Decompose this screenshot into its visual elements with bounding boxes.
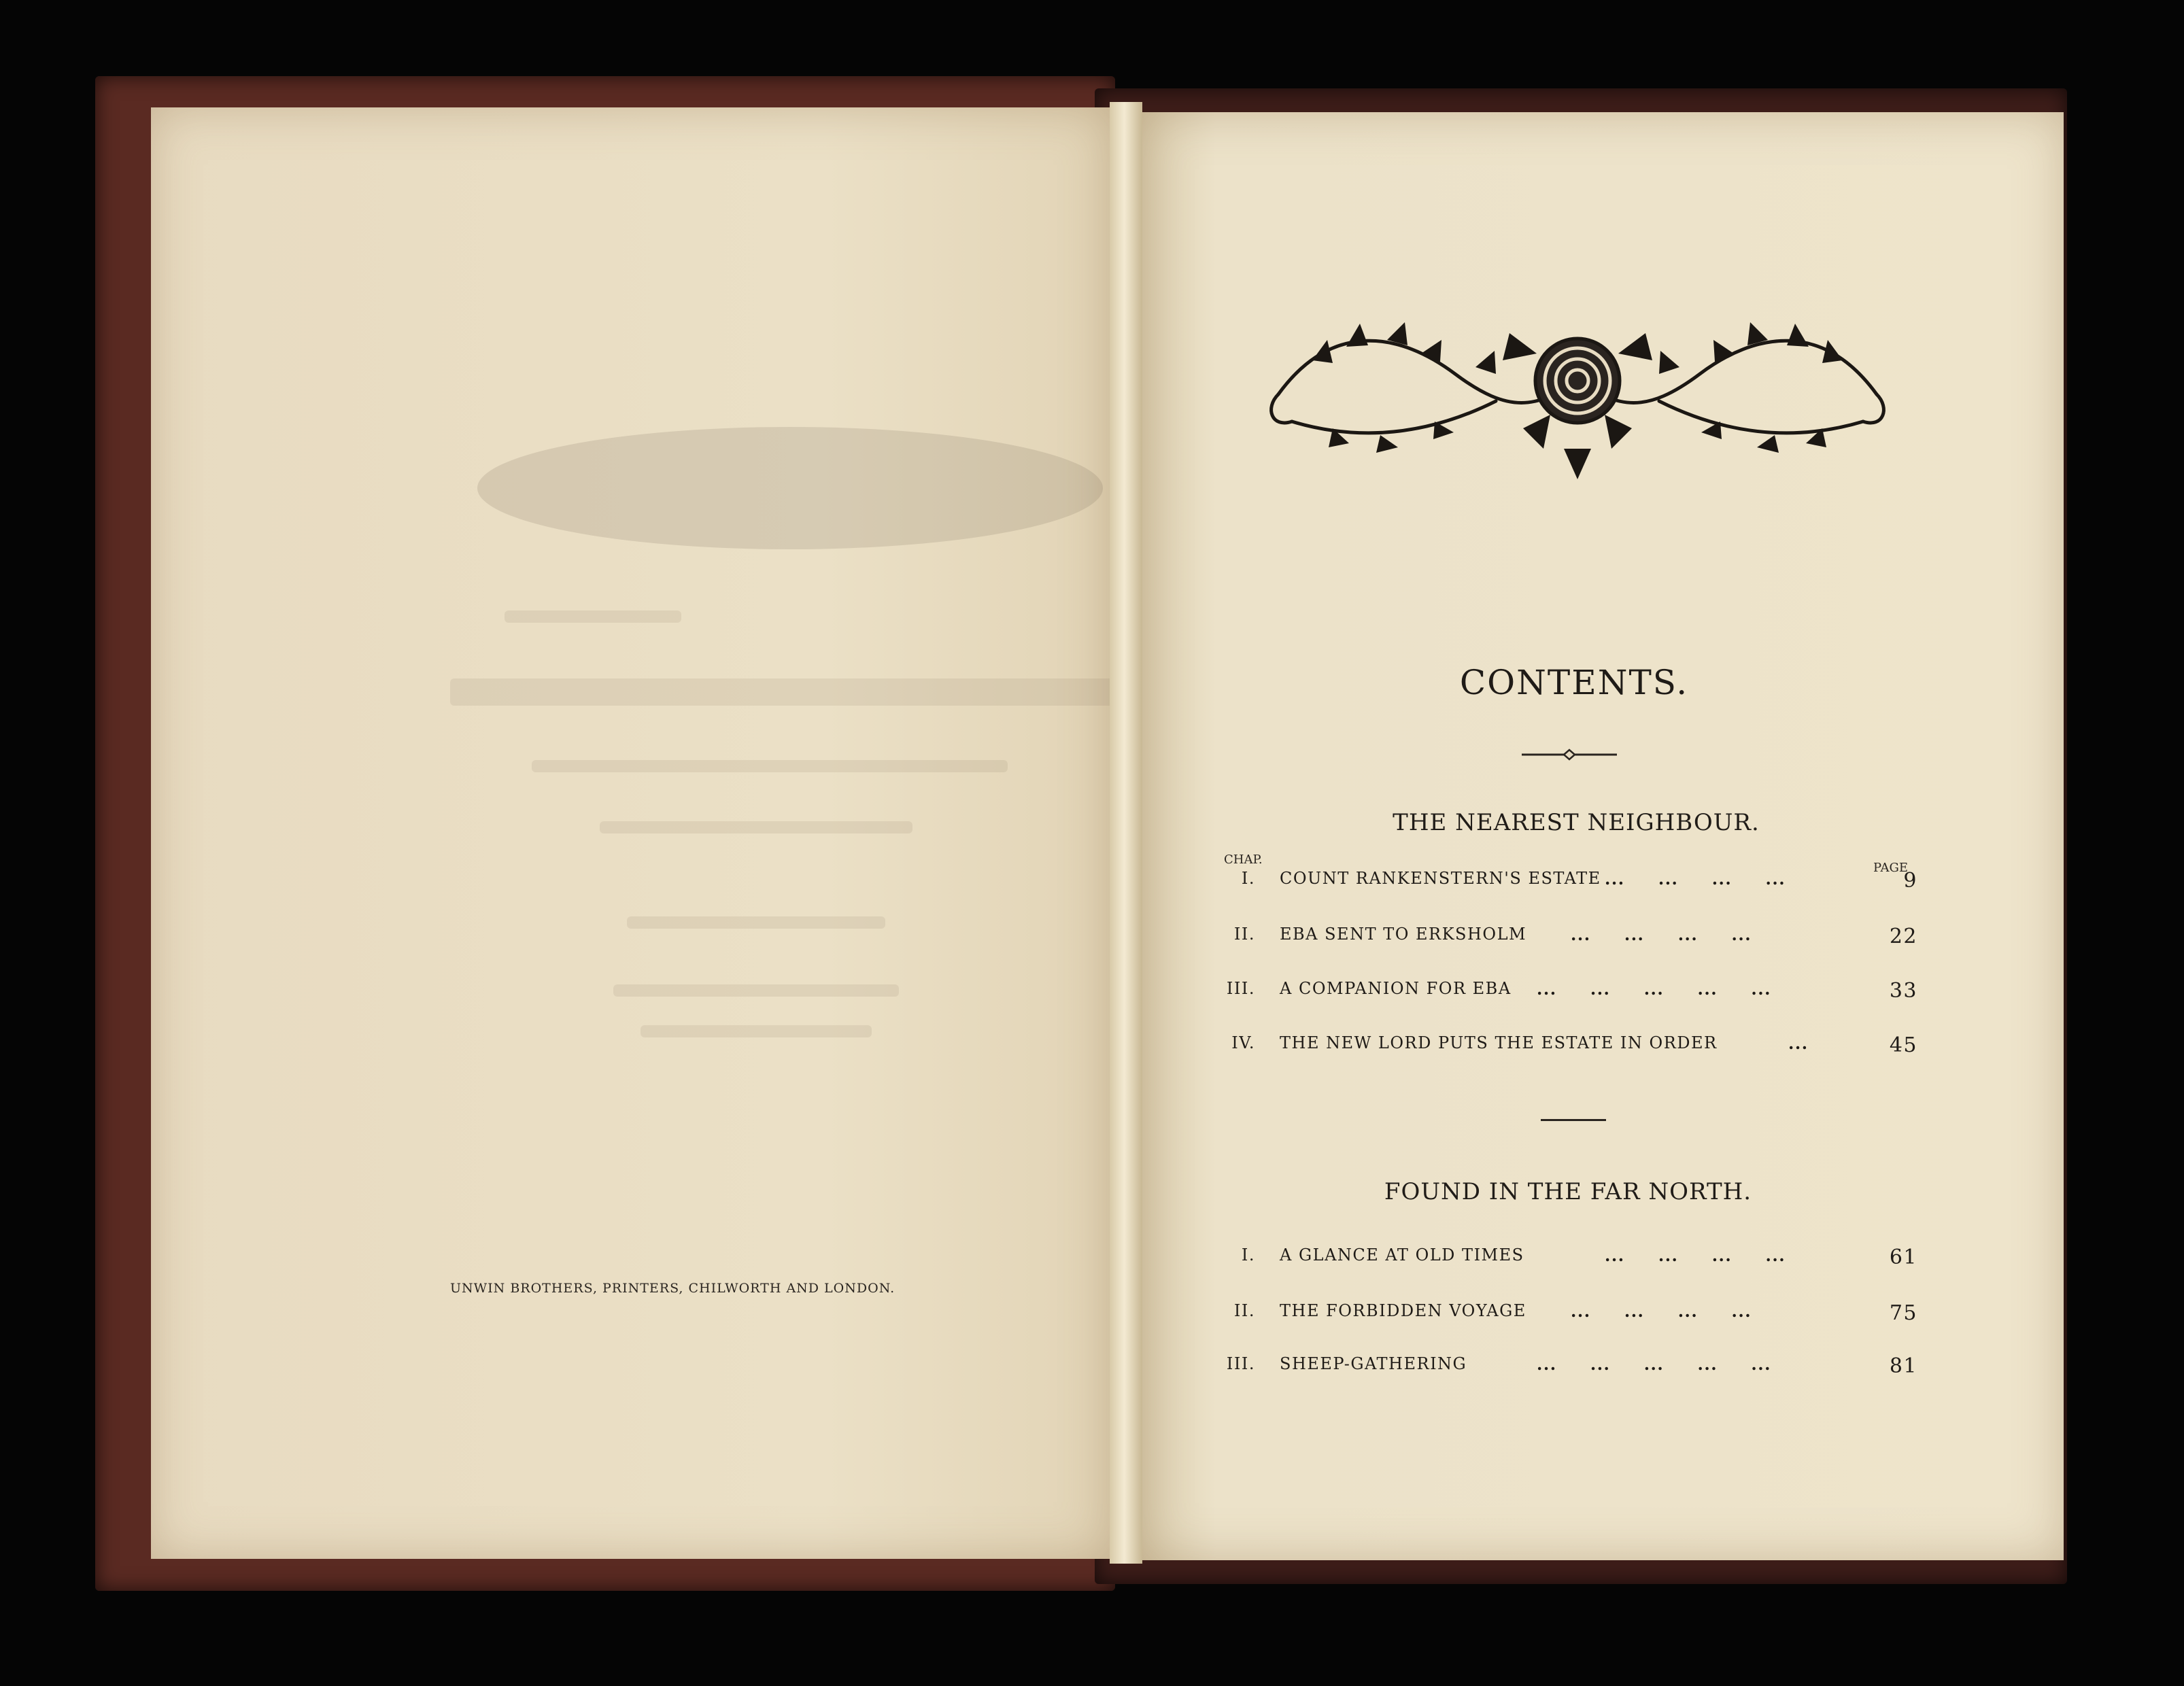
section-divider [1541, 1119, 1606, 1121]
leader-dots: ... ... ... ... [1571, 925, 1752, 944]
section-heading: FOUND IN THE FAR NORTH. [1384, 1178, 1752, 1205]
leader-dots: ... ... ... ... [1571, 1301, 1752, 1321]
book-gutter [1110, 102, 1142, 1564]
chapter-title: EBA SENT TO ERKSHOLM [1280, 925, 1527, 944]
chapter-title: THE NEW LORD PUTS THE ESTATE IN ORDER [1280, 1033, 1718, 1052]
show-through-text [600, 821, 912, 833]
chapter-number: II. [1233, 925, 1255, 944]
show-through-text [532, 760, 1008, 772]
show-through-text [627, 916, 885, 929]
toc-entry[interactable] [1217, 1301, 1917, 1328]
leader-dots: ... ... ... ... ... [1537, 1354, 1771, 1374]
chapter-title: A GLANCE AT OLD TIMES [1280, 1245, 1524, 1264]
chapter-number: IV. [1231, 1033, 1255, 1052]
page-column-label: PAGE [1873, 861, 1908, 875]
chapter-title: SHEEP-GATHERING [1280, 1354, 1467, 1373]
show-through-text [505, 610, 681, 623]
chapter-title: THE FORBIDDEN VOYAGE [1280, 1301, 1526, 1320]
toc-entry[interactable] [1217, 979, 1917, 1006]
chap-column-label: CHAP. [1224, 853, 1263, 867]
section-heading: THE NEAREST NEIGHBOUR. [1393, 809, 1760, 836]
page-number: 22 [1889, 925, 1917, 948]
page-number: 81 [1889, 1354, 1917, 1378]
show-through-ornament-icon [464, 407, 1116, 583]
chapter-title: COUNT RANKENSTERN'S ESTATE [1280, 869, 1601, 888]
show-through-text [641, 1025, 872, 1037]
toc-entry[interactable] [1217, 1354, 1917, 1381]
show-through-text [613, 984, 899, 997]
contents-title: CONTENTS. [1459, 663, 1689, 702]
chapter-number: III. [1226, 979, 1255, 998]
floral-vignette-icon [1251, 292, 1904, 483]
toc-entry[interactable] [1217, 1033, 1917, 1061]
page-number: 45 [1889, 1033, 1917, 1057]
leader-dots: ... ... ... ... [1605, 869, 1786, 889]
toc-entry[interactable] [1217, 1245, 1917, 1273]
chapter-number: II. [1233, 1301, 1255, 1320]
printer-imprint: UNWIN BROTHERS, PRINTERS, CHILWORTH AND LONDON. [450, 1281, 895, 1296]
chapter-number: I. [1241, 869, 1255, 888]
show-through-text [450, 678, 1130, 706]
page-number: 75 [1889, 1301, 1917, 1325]
chapter-number: III. [1226, 1354, 1255, 1373]
chapter-title: A COMPANION FOR EBA [1280, 979, 1512, 998]
leader-dots: ... [1788, 1033, 1809, 1053]
leader-dots: ... ... ... ... [1605, 1245, 1786, 1265]
page-number: 9 [1903, 869, 1917, 893]
left-page [151, 107, 1110, 1559]
page-number: 33 [1889, 979, 1917, 1003]
decorative-rule-icon [1522, 748, 1617, 761]
toc-entry[interactable] [1217, 869, 1917, 896]
page-number: 61 [1889, 1245, 1917, 1269]
leader-dots: ... ... ... ... ... [1537, 979, 1771, 999]
toc-entry[interactable] [1217, 925, 1917, 952]
chapter-number: I. [1241, 1245, 1255, 1264]
